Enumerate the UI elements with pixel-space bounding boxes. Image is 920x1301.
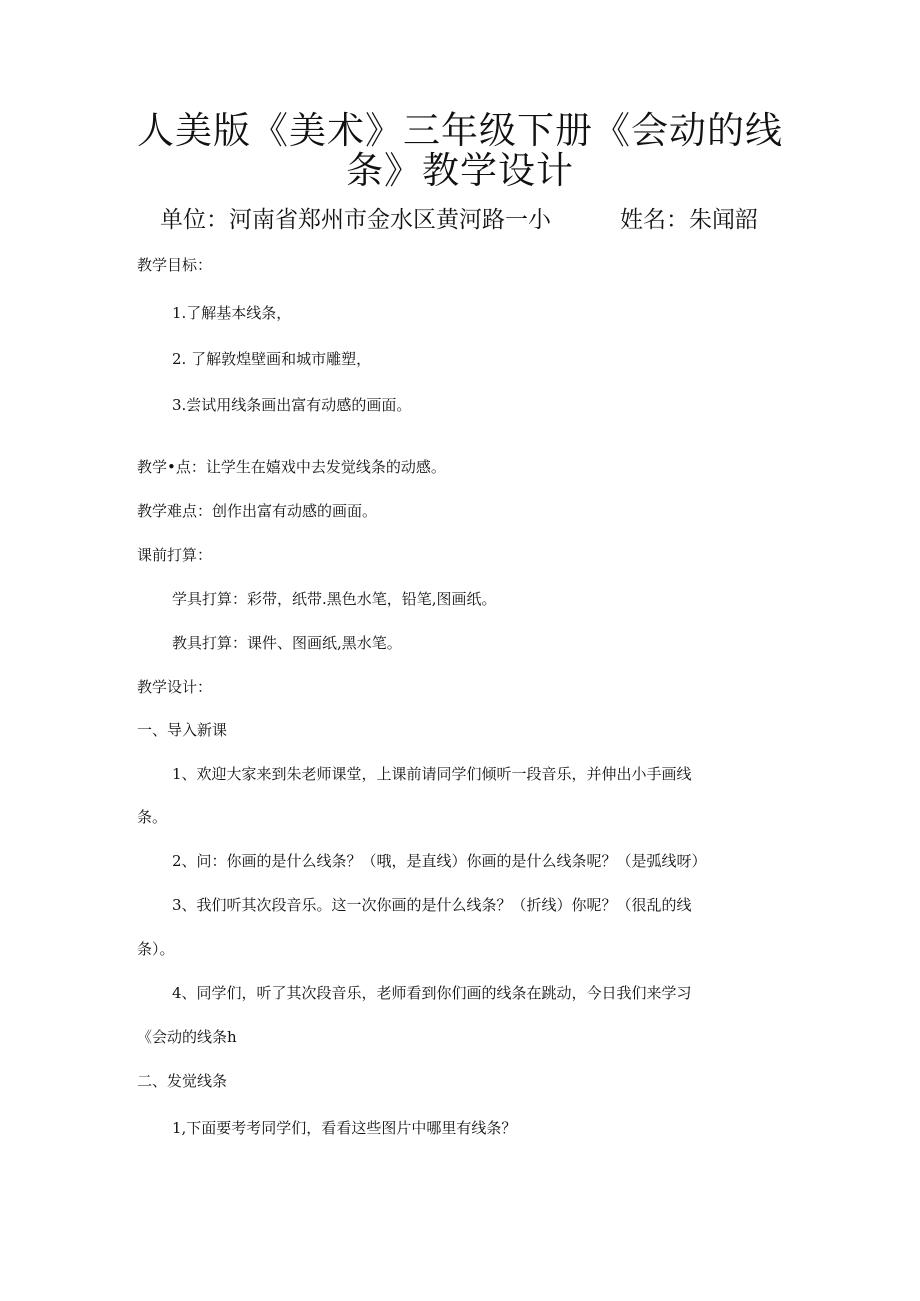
section-heading-1: 一、导入新课 bbox=[137, 721, 228, 739]
section-heading-2: 二、发觉线条 bbox=[137, 1072, 228, 1090]
student-tools: 学具打算：彩带，纸带.黑色水笔，铅笔,图画纸。 bbox=[172, 590, 497, 608]
step-5: 1,下面要考考同学们，看看这些图片中哪里有线条？ bbox=[172, 1119, 517, 1137]
objective-item-2: 2. 了解敦煌壁画和城市雕塑， bbox=[172, 350, 372, 368]
difficult-point: 教学难点：创作出富有动感的画面。 bbox=[137, 502, 378, 520]
key-point: 教学•点：让学生在嬉戏中去发觉线条的动感。 bbox=[137, 458, 446, 476]
objective-item-1: 1.了解基本线条， bbox=[172, 304, 292, 322]
author-unit: 单位：河南省郑州市金水区黄河路一小 bbox=[160, 207, 551, 233]
design-heading: 教学设计： bbox=[137, 678, 213, 696]
document-title-line-1: 人美版《美术》三年级下册《会动的线 bbox=[137, 109, 783, 152]
step-1-line-2: 条。 bbox=[137, 808, 168, 826]
step-2: 2、问：你画的是什么线条？（哦，是直线）你画的是什么线条呢？（是弧线呀） bbox=[172, 852, 707, 870]
teacher-tools: 教具打算：课件、图画纸,黑水笔。 bbox=[172, 634, 402, 652]
step-1-line-1: 1、欢迎大家来到朱老师课堂，上课前请同学们倾听一段音乐，并伸出小手画线 bbox=[172, 765, 692, 783]
document-title-line-2: 条》教学设计 bbox=[346, 149, 574, 192]
step-4-line-1: 4、同学们，听了其次段音乐，老师看到你们画的线条在跳动，今日我们来学习 bbox=[172, 984, 692, 1002]
preparation-heading: 课前打算： bbox=[137, 546, 213, 564]
objectives-heading: 教学目标： bbox=[137, 256, 213, 274]
objective-item-3: 3.尝试用线条画出富有动感的画面。 bbox=[172, 396, 412, 414]
step-3-line-1: 3、我们听其次段音乐。这一次你画的是什么线条？（折线）你呢？（很乱的线 bbox=[172, 896, 692, 914]
step-3-line-2: 条）。 bbox=[137, 940, 175, 958]
step-4-line-2: 《会动的线条h bbox=[137, 1028, 237, 1046]
author-name: 姓名：朱闻韶 bbox=[620, 207, 758, 233]
